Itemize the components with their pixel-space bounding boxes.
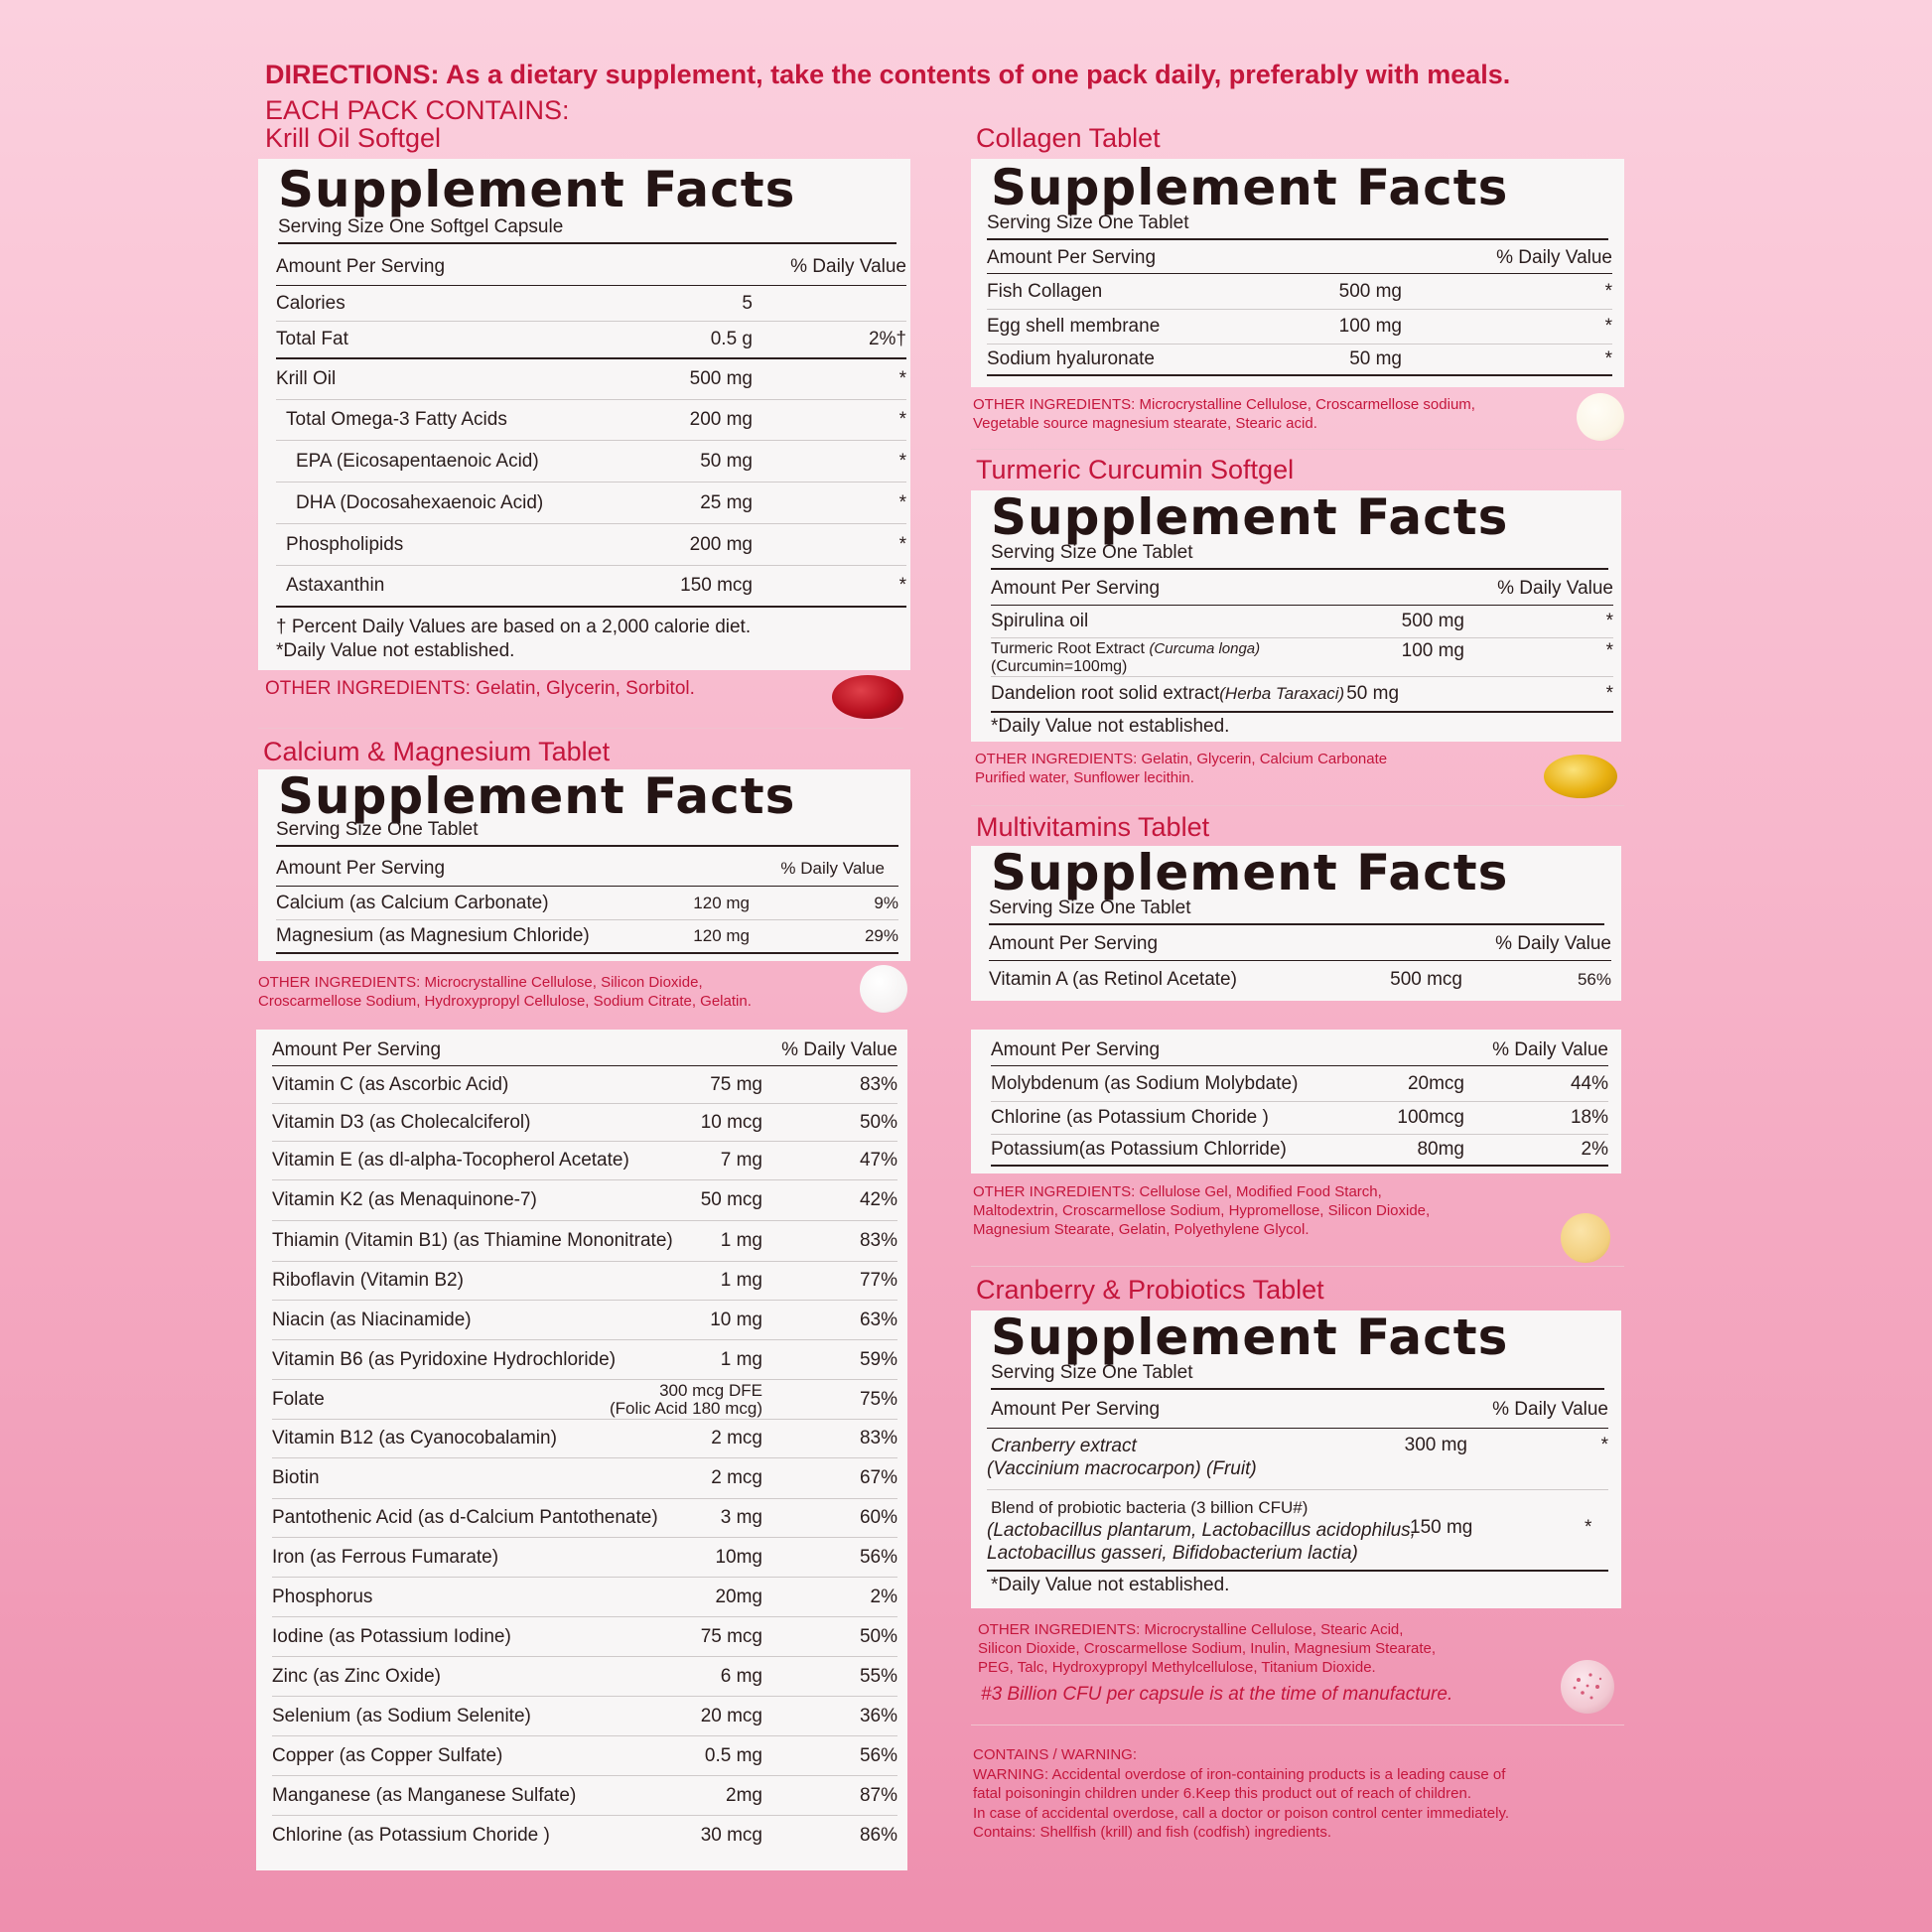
krill-facts-title: Supplement Facts xyxy=(278,161,796,218)
each-pack-contains-heading: EACH PACK CONTAINS: xyxy=(265,95,570,125)
warning-block xyxy=(973,1745,1648,1843)
nutrient-amount-detail: (Folic Acid 180 mcg) xyxy=(610,1398,762,1418)
nutrient-daily-value: 63% xyxy=(859,1309,897,1330)
probiotic-blend-name xyxy=(987,1496,1608,1565)
daily-value-label: % Daily Value xyxy=(781,1039,897,1060)
nutrient-amount: 50 mg xyxy=(700,450,753,472)
nutrient-amount: 75 mcg xyxy=(700,1625,762,1647)
nutrient-daily-value: 56% xyxy=(1577,970,1611,989)
multivitamins-facts-panel xyxy=(971,846,1621,1001)
dandelion-name xyxy=(991,683,1344,705)
table-row xyxy=(987,310,1612,345)
probiotic-tablet-icon xyxy=(1561,1660,1614,1714)
nutrient-detail: (Curcumin=100mg) xyxy=(991,658,1128,675)
nutrient-name: Iodine (as Potassium Iodine) xyxy=(272,1625,511,1647)
other-ingredients-line: OTHER INGREDIENTS: Microcrystalline Cellulose, Croscarmellose sodium, xyxy=(973,396,1475,413)
other-ingredients-line: Magnesium Stearate, Gelatin, Polyethylene Glycol. xyxy=(973,1221,1310,1238)
nutrient-daily-value: 50% xyxy=(859,1111,897,1133)
nutrient-name: Manganese (as Manganese Sulfate) xyxy=(272,1784,577,1806)
nutrient-daily-value: 67% xyxy=(859,1467,897,1488)
nutrient-daily-value: 2%† xyxy=(868,329,906,349)
table-row xyxy=(276,322,906,359)
nutrient-amount: 500 mg xyxy=(1401,611,1464,631)
nutrient-name: Chlorine (as Potassium Choride ) xyxy=(991,1107,1269,1128)
nutrient-amount: 10 mcg xyxy=(700,1111,762,1133)
turmeric-softgel-icon xyxy=(1544,755,1617,798)
nutrient-daily-value: * xyxy=(1585,1517,1592,1538)
daily-value-label: % Daily Value xyxy=(790,255,906,277)
other-ingredients-line: Purified water, Sunflower lecithin. xyxy=(975,769,1194,786)
nutrient-name: Chlorine (as Potassium Choride ) xyxy=(272,1825,550,1846)
daily-value-label: % Daily Value xyxy=(1492,1399,1608,1420)
table-row xyxy=(991,1102,1608,1135)
amount-per-serving-label: Amount Per Serving xyxy=(989,932,1159,954)
section-divider xyxy=(971,805,1624,806)
nutrient-amount: 3 mg xyxy=(720,1507,762,1528)
nutrient-name: Turmeric Root Extract xyxy=(991,640,1150,657)
folate-amount xyxy=(564,1382,762,1418)
nutrient-amount: 100 mg xyxy=(1338,316,1402,337)
nutrient-name: Selenium (as Sodium Selenite) xyxy=(272,1705,531,1726)
table-row xyxy=(991,1135,1608,1167)
nutrient-name: Vitamin B12 (as Cyanocobalamin) xyxy=(272,1428,557,1449)
nutrient-amount: 300 mg xyxy=(1404,1435,1467,1455)
nutrient-amount: 500 mg xyxy=(1338,280,1402,302)
amount-per-serving-label: Amount Per Serving xyxy=(276,857,446,879)
collagen-facts-title: Supplement Facts xyxy=(991,159,1509,216)
nutrient-amount: 0.5 g xyxy=(710,329,753,349)
amount-per-serving-label: Amount Per Serving xyxy=(991,1399,1161,1420)
krill-section-title: Krill Oil Softgel xyxy=(265,123,442,153)
nutrient-amount: 10 mg xyxy=(710,1309,762,1330)
nutrient-daily-value: * xyxy=(1605,640,1613,661)
nutrient-name: Calories xyxy=(276,292,345,314)
krill-other-ingredients: OTHER INGREDIENTS: Gelatin, Glycerin, Sorbitol. xyxy=(265,678,695,699)
table-row xyxy=(272,1458,897,1499)
table-row xyxy=(272,1262,897,1301)
other-ingredients-line: Vegetable source magnesium stearate, Stearic acid. xyxy=(973,415,1317,432)
nutrient-name: Total Omega-3 Fatty Acids xyxy=(286,409,507,430)
nutrient-name: Vitamin K2 (as Menaquinone-7) xyxy=(272,1189,537,1210)
cfu-note: #3 Billion CFU per capsule is at the time of manufacture. xyxy=(981,1684,1453,1705)
other-ingredients-line: Silicon Dioxide, Croscarmellose Sodium, Inulin, Magnesium Stearate, xyxy=(978,1640,1437,1657)
nutrient-daily-value: * xyxy=(1605,683,1613,704)
nutrient-amount: 150 mg xyxy=(1410,1517,1473,1538)
table-row xyxy=(272,1736,897,1776)
nutrient-daily-value: 18% xyxy=(1570,1107,1608,1128)
nutrient-amount: 30 mcg xyxy=(700,1825,762,1846)
table-row xyxy=(991,606,1613,638)
nutrient-daily-value: 60% xyxy=(859,1507,897,1528)
table-row xyxy=(987,274,1612,310)
nutrient-name: Potassium(as Potassium Chlorride) xyxy=(991,1139,1287,1160)
collagen-serving-size: Serving Size One Tablet xyxy=(987,212,1608,240)
multivitamins-table xyxy=(989,927,1611,999)
nutrient-name: Astaxanthin xyxy=(286,575,385,596)
table-row xyxy=(272,1340,897,1380)
nutrient-daily-value: 55% xyxy=(859,1665,897,1687)
nutrient-name: Vitamin A (as Retinol Acetate) xyxy=(989,969,1237,990)
collagen-table xyxy=(987,242,1612,376)
table-row xyxy=(272,1180,897,1221)
nutrient-daily-value: 2% xyxy=(1581,1139,1608,1160)
amount-per-serving-label: Amount Per Serving xyxy=(987,246,1157,268)
table-row xyxy=(272,1657,897,1697)
nutrient-amount: 20 mcg xyxy=(700,1705,762,1726)
multivitamin-tablet-icon xyxy=(1561,1213,1610,1263)
cranberry-other-ingredients xyxy=(978,1620,1436,1677)
collagen-other-ingredients xyxy=(973,395,1475,433)
table-row xyxy=(272,1301,897,1340)
multi-right-header-row xyxy=(991,1035,1608,1066)
nutrient-name: Vitamin C (as Ascorbic Acid) xyxy=(272,1073,509,1095)
table-row xyxy=(272,1066,897,1104)
nutrient-name: Sodium hyaluronate xyxy=(987,348,1155,369)
nutrient-daily-value: 83% xyxy=(859,1230,897,1251)
table-row xyxy=(987,1490,1608,1572)
nutrient-name: Total Fat xyxy=(276,329,348,349)
nutrient-daily-value: 86% xyxy=(859,1825,897,1846)
nutrient-amount: 75 mg xyxy=(710,1073,762,1095)
nutrient-daily-value: 44% xyxy=(1570,1072,1608,1094)
other-ingredients-line: Maltodextrin, Croscarmellose Sodium, Hypromellose, Silicon Dioxide, xyxy=(973,1202,1431,1219)
turmeric-serving-size: Serving Size One Tablet xyxy=(991,542,1608,570)
cranberry-serving-size: Serving Size One Tablet xyxy=(991,1362,1604,1390)
nutrient-name: Riboflavin (Vitamin B2) xyxy=(272,1270,464,1291)
turmeric-footnote-dv: *Daily Value not established. xyxy=(991,716,1230,737)
nutrient-amount: 1 mg xyxy=(720,1230,762,1251)
nutrient-name: Phospholipids xyxy=(286,533,404,555)
multivitamins-serving-size: Serving Size One Tablet xyxy=(989,897,1604,925)
multivitamins-header-row xyxy=(989,927,1611,961)
turmeric-root-name xyxy=(991,640,1365,676)
nutrient-name: Copper (as Copper Sulfate) xyxy=(272,1744,503,1766)
nutrient-amount: 50 mg xyxy=(1349,348,1402,369)
table-row xyxy=(991,677,1613,713)
multivitamin-table-left xyxy=(272,1035,897,1856)
other-ingredients-line: Croscarmellose Sodium, Hydroxypropyl Cellulose, Sodium Citrate, Gelatin. xyxy=(258,993,752,1010)
warning-line: WARNING: Accidental overdose of iron-containing products is a leading cause of xyxy=(973,1765,1506,1783)
krill-serving-size: Serving Size One Softgel Capsule xyxy=(278,216,897,244)
nutrient-daily-value: 75% xyxy=(859,1388,897,1410)
nutrient-daily-value: * xyxy=(1604,316,1612,337)
amount-per-serving-label: Amount Per Serving xyxy=(272,1039,442,1060)
nutrient-daily-value: * xyxy=(898,409,906,430)
other-ingredients-line: PEG, Talc, Hydroxypropyl Methylcellulose, Titanium Dioxide. xyxy=(978,1659,1376,1676)
table-row xyxy=(276,887,898,920)
nutrient-amount: 120 mg xyxy=(693,893,750,912)
table-row xyxy=(272,1104,897,1142)
collagen-facts-panel xyxy=(971,159,1624,387)
table-row xyxy=(989,961,1611,999)
nutrient-name: Fish Collagen xyxy=(987,280,1103,302)
collagen-tablet-icon xyxy=(1577,393,1624,441)
multivitamins-facts-title: Supplement Facts xyxy=(991,844,1509,901)
cranberry-extract-name xyxy=(987,1435,1378,1480)
krill-table xyxy=(276,248,906,663)
nutrient-daily-value: 56% xyxy=(859,1546,897,1568)
cranberry-facts-panel xyxy=(971,1311,1621,1608)
section-divider xyxy=(258,728,903,729)
nutrient-name: Magnesium (as Magnesium Chloride) xyxy=(276,925,590,946)
other-ingredients-line: OTHER INGREDIENTS: Gelatin, Glycerin, Calcium Carbonate xyxy=(975,751,1388,767)
nutrient-amount: 6 mg xyxy=(720,1665,762,1687)
daily-value-label: % Daily Value xyxy=(1495,932,1611,954)
nutrient-latin-name: (Herba Taraxaci) xyxy=(1219,684,1345,703)
table-row xyxy=(272,1499,897,1538)
table-row xyxy=(272,1617,897,1657)
nutrient-latin-name: (Vaccinium macrocarpon) (Fruit) xyxy=(987,1458,1257,1479)
nutrient-amount: 500 mcg xyxy=(1390,969,1462,990)
amount-per-serving-label: Amount Per Serving xyxy=(991,1039,1161,1060)
nutrient-name: DHA (Docosahexaenoic Acid) xyxy=(296,491,544,513)
nutrient-name: Krill Oil xyxy=(276,368,337,389)
table-row xyxy=(276,524,906,566)
warning-line: Contains: Shellfish (krill) and fish (codfish) ingredients. xyxy=(973,1824,1331,1841)
nutrient-amount: 2 mcg xyxy=(711,1467,762,1488)
collagen-section-title: Collagen Tablet xyxy=(976,123,1161,153)
nutrient-amount: 2mg xyxy=(726,1784,762,1806)
turmeric-table xyxy=(991,572,1613,739)
multivitamins-section-title: Multivitamins Tablet xyxy=(976,812,1210,842)
nutrient-name: Egg shell membrane xyxy=(987,316,1161,337)
turmeric-section-title: Turmeric Curcumin Softgel xyxy=(976,455,1295,484)
nutrient-amount: 50 mg xyxy=(1346,683,1400,704)
nutrient-name: Vitamin E (as dl-alpha-Tocopherol Acetate) xyxy=(272,1150,629,1171)
calmag-facts-title: Supplement Facts xyxy=(278,767,796,825)
nutrient-name: Spirulina oil xyxy=(991,611,1089,631)
multivitamin-facts-panel-right xyxy=(971,1030,1621,1173)
cranberry-footnote-dv: *Daily Value not established. xyxy=(991,1575,1230,1595)
nutrient-amount: 20mcg xyxy=(1407,1072,1464,1094)
nutrient-daily-value: 87% xyxy=(859,1784,897,1806)
other-ingredients-line: OTHER INGREDIENTS: Microcrystalline Cellulose, Silicon Dioxide, xyxy=(258,974,703,991)
table-row xyxy=(276,483,906,524)
nutrient-name: Pantothenic Acid (as d-Calcium Pantothenate) xyxy=(272,1507,658,1528)
table-row xyxy=(272,1538,897,1578)
daily-value-label: % Daily Value xyxy=(1492,1039,1608,1060)
nutrient-name: Niacin (as Niacinamide) xyxy=(272,1309,472,1330)
nutrient-daily-value: 50% xyxy=(859,1625,897,1647)
multi-left-header-row xyxy=(272,1035,897,1066)
krill-header-row xyxy=(276,248,906,286)
calmag-tablet-icon xyxy=(860,965,907,1013)
nutrient-amount: 5 xyxy=(742,292,753,314)
nutrient-daily-value: 47% xyxy=(859,1150,897,1171)
nutrient-detail: Lactobacillus gasseri, Bifidobacterium lactia) xyxy=(987,1543,1358,1564)
nutrient-amount: 50 mcg xyxy=(700,1189,762,1210)
other-ingredients-line: OTHER INGREDIENTS: Microcrystalline Cellulose, Stearic Acid, xyxy=(978,1621,1404,1638)
nutrient-amount: 7 mg xyxy=(720,1150,762,1171)
turmeric-other-ingredients xyxy=(975,750,1387,787)
table-row xyxy=(272,1578,897,1617)
turmeric-facts-panel xyxy=(971,490,1621,742)
nutrient-amount: 0.5 mg xyxy=(704,1744,762,1766)
table-row xyxy=(991,1066,1608,1102)
nutrient-daily-value: * xyxy=(898,491,906,513)
nutrient-daily-value: * xyxy=(1604,348,1612,369)
turmeric-facts-title: Supplement Facts xyxy=(991,488,1509,546)
daily-value-label: % Daily Value xyxy=(780,858,885,878)
nutrient-name: Iron (as Ferrous Fumarate) xyxy=(272,1546,499,1568)
table-row xyxy=(272,1697,897,1736)
nutrient-amount: 500 mg xyxy=(689,368,753,389)
calmag-header-row xyxy=(276,851,898,887)
nutrient-name: Calcium (as Calcium Carbonate) xyxy=(276,892,549,913)
nutrient-name: Folate xyxy=(272,1388,325,1410)
turmeric-header-row xyxy=(991,572,1613,606)
nutrient-detail: (Lactobacillus plantarum, Lactobacillus acidophilus, xyxy=(987,1520,1416,1541)
cranberry-section-title: Cranberry & Probiotics Tablet xyxy=(976,1275,1324,1305)
nutrient-daily-value: 36% xyxy=(859,1705,897,1726)
table-row xyxy=(272,1420,897,1458)
nutrient-daily-value: * xyxy=(1604,280,1612,302)
nutrient-daily-value: 9% xyxy=(874,893,898,912)
table-row xyxy=(987,1429,1608,1490)
nutrient-name: Phosphorus xyxy=(272,1586,373,1607)
nutrient-name: Biotin xyxy=(272,1467,320,1488)
nutrient-daily-value: * xyxy=(898,575,906,596)
nutrient-daily-value: 29% xyxy=(864,926,898,945)
nutrient-amount: 10mg xyxy=(715,1546,762,1568)
nutrient-daily-value: 2% xyxy=(870,1586,897,1607)
nutrient-amount: 100 mg xyxy=(1401,640,1464,661)
nutrient-name: Vitamin B6 (as Pyridoxine Hydrochloride) xyxy=(272,1348,617,1370)
table-row xyxy=(272,1142,897,1180)
krill-footnote-percent: † Percent Daily Values are based on a 2,000 calorie diet. xyxy=(276,617,752,637)
nutrient-daily-value: 77% xyxy=(859,1270,897,1291)
directions-text: DIRECTIONS: As a dietary supplement, take the contents of one pack daily, preferably with meals. xyxy=(265,60,1511,89)
table-row xyxy=(276,566,906,608)
nutrient-name: EPA (Eicosapentaenoic Acid) xyxy=(296,450,539,472)
krill-footnote-dv: *Daily Value not established. xyxy=(276,640,515,661)
cranberry-header-row xyxy=(987,1392,1608,1429)
warning-line: fatal poisoningin children under 6.Keep this product out of reach of children. xyxy=(973,1785,1471,1802)
cranberry-facts-title: Supplement Facts xyxy=(991,1309,1509,1366)
calmag-section-title: Calcium & Magnesium Tablet xyxy=(263,737,611,766)
collagen-header-row xyxy=(987,242,1612,274)
nutrient-name: Blend of probiotic bacteria (3 billion CFU#) xyxy=(991,1498,1309,1517)
nutrient-daily-value: 83% xyxy=(859,1428,897,1449)
warning-line: In case of accidental overdose, call a doctor or poison control center immediately. xyxy=(973,1804,1509,1822)
table-row xyxy=(276,400,906,441)
calmag-serving-size: Serving Size One Tablet xyxy=(276,819,898,847)
nutrient-amount: 1 mg xyxy=(720,1270,762,1291)
daily-value-label: % Daily Value xyxy=(1497,577,1613,599)
calmag-facts-panel xyxy=(258,769,910,961)
section-divider xyxy=(971,1266,1624,1267)
table-row xyxy=(987,345,1612,376)
krill-softgel-icon xyxy=(832,675,903,719)
amount-per-serving-label: Amount Per Serving xyxy=(276,255,446,277)
nutrient-daily-value: 83% xyxy=(859,1073,897,1095)
nutrient-amount: 200 mg xyxy=(689,409,753,430)
nutrient-amount: 150 mcg xyxy=(680,575,753,596)
nutrient-name: Thiamin (Vitamin B1) (as Thiamine Mononitrate) xyxy=(272,1230,673,1251)
nutrient-daily-value: * xyxy=(1600,1435,1608,1455)
daily-value-label: % Daily Value xyxy=(1496,246,1612,268)
amount-per-serving-label: Amount Per Serving xyxy=(991,577,1161,599)
nutrient-amount: 1 mg xyxy=(720,1348,762,1370)
nutrient-amount: 20mg xyxy=(715,1586,762,1607)
cranberry-table xyxy=(987,1392,1608,1597)
nutrient-amount: 200 mg xyxy=(689,533,753,555)
nutrient-latin-name: (Curcuma longa) xyxy=(1149,640,1261,657)
section-divider xyxy=(971,449,1624,450)
nutrient-amount: 300 mcg DFE xyxy=(659,1380,762,1400)
nutrient-name: Zinc (as Zinc Oxide) xyxy=(272,1665,441,1687)
nutrient-amount: 120 mg xyxy=(693,926,750,945)
table-row xyxy=(276,286,906,322)
nutrient-name: Molybdenum (as Sodium Molybdate) xyxy=(991,1072,1299,1094)
nutrient-name: Dandelion root solid extract xyxy=(991,683,1220,704)
nutrient-name: Cranberry extract xyxy=(991,1436,1137,1456)
nutrient-amount: 2 mcg xyxy=(711,1428,762,1449)
nutrient-daily-value: * xyxy=(898,368,906,389)
table-row xyxy=(991,638,1613,677)
nutrient-daily-value: 56% xyxy=(859,1744,897,1766)
nutrient-name: Vitamin D3 (as Cholecalciferol) xyxy=(272,1111,531,1133)
other-ingredients-line: OTHER INGREDIENTS: Cellulose Gel, Modified Food Starch, xyxy=(973,1183,1382,1200)
nutrient-daily-value: * xyxy=(898,533,906,555)
nutrient-amount: 25 mg xyxy=(700,491,753,513)
warning-heading: CONTAINS / WARNING: xyxy=(973,1746,1137,1763)
nutrient-daily-value: 59% xyxy=(859,1348,897,1370)
nutrient-amount: 100mcg xyxy=(1397,1107,1464,1128)
krill-facts-panel xyxy=(258,159,910,670)
table-row xyxy=(272,1776,897,1816)
calmag-table xyxy=(276,851,898,954)
table-row xyxy=(276,441,906,483)
table-row xyxy=(276,359,906,400)
table-row xyxy=(272,1816,897,1856)
nutrient-amount: 80mg xyxy=(1417,1139,1464,1160)
nutrient-daily-value: * xyxy=(1605,611,1613,631)
multivitamin-table-right xyxy=(991,1035,1608,1167)
nutrient-daily-value: 42% xyxy=(859,1189,897,1210)
table-row xyxy=(272,1221,897,1262)
calmag-other-ingredients xyxy=(258,973,752,1011)
multivitamin-facts-panel-left xyxy=(256,1030,907,1870)
table-row xyxy=(272,1380,897,1420)
tablet-speckles-icon xyxy=(1561,1660,1614,1714)
table-row xyxy=(276,920,898,954)
nutrient-daily-value: * xyxy=(898,450,906,472)
multivitamin-other-ingredients xyxy=(973,1182,1430,1239)
